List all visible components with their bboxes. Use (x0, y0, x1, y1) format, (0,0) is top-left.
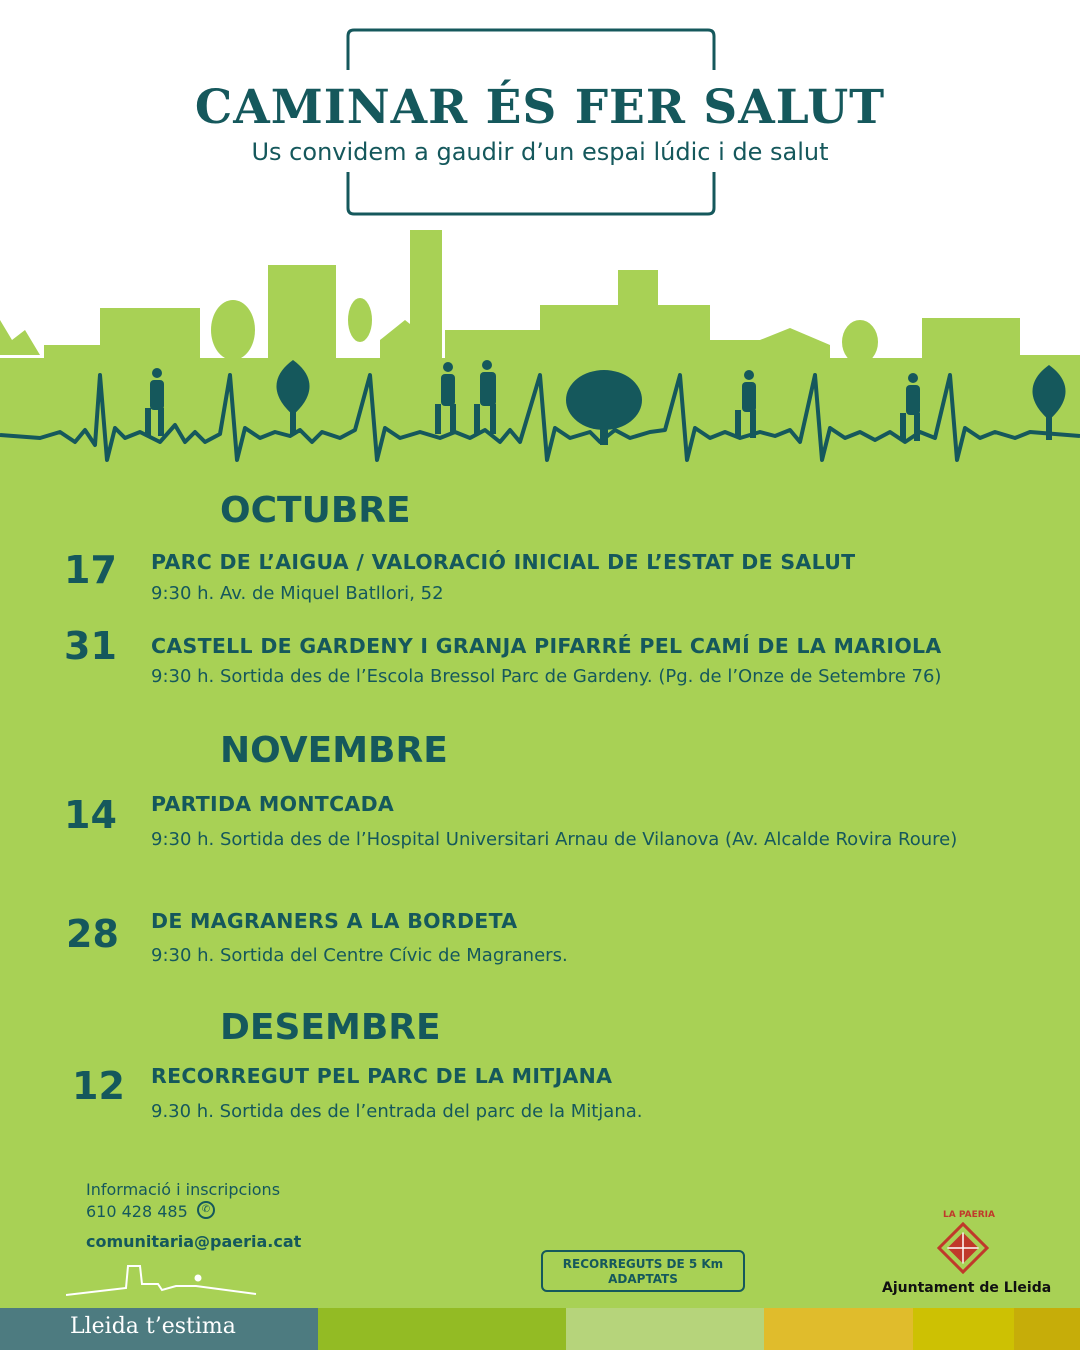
month-heading-novembre: NOVEMBRE (220, 730, 448, 771)
footer-segment-mustard (764, 1308, 913, 1350)
event-day: 31 (64, 624, 117, 668)
event-detail: 9.30 h. Sortida des de l’entrada del parc de la Mitjana. (151, 1101, 643, 1122)
footer-segment-light (566, 1308, 764, 1350)
event-title: CASTELL DE GARDENY I GRANJA PIFARRÉ PEL CAMÍ DE LA MARIOLA (151, 634, 942, 658)
footer-segment-olive (318, 1308, 566, 1350)
page-subtitle: Us convidem a gaudir d’un espai lúdic i de salut (251, 138, 829, 166)
event-title: DE MAGRANERS A LA BORDETA (151, 909, 518, 933)
event-detail: 9:30 h. Sortida del Centre Cívic de Magraners. (151, 945, 568, 966)
event-day: 28 (66, 912, 119, 956)
distance-badge (541, 1250, 745, 1292)
month-heading-octubre: OCTUBRE (220, 490, 411, 531)
month-heading-desembre: DESEMBRE (220, 1007, 441, 1048)
event-title: PARTIDA MONTCADA (151, 792, 395, 816)
lleida-testima-logo: Lleida t’estima (70, 1314, 236, 1339)
event-day: 17 (64, 548, 117, 592)
coat-of-arms-icon (937, 1222, 989, 1274)
event-detail: 9:30 h. Sortida des de l’Escola Bressol Parc de Gardeny. (Pg. de l’Onze de Setembre 76) (151, 666, 942, 687)
footer-segment-dark-mustard (1014, 1308, 1080, 1350)
event-day: 14 (64, 793, 117, 837)
event-detail: 9:30 h. Av. de Miquel Batllori, 52 (151, 583, 444, 604)
info-label: Informació i inscripcions (86, 1180, 281, 1199)
city-skyline-illustration (0, 220, 1080, 480)
email-link[interactable]: comunitaria@paeria.cat (86, 1232, 302, 1251)
ajuntament-label: Ajuntament de Lleida (882, 1280, 1052, 1296)
paeria-label: LA PAERIA (943, 1210, 995, 1220)
badge-line-1: RECORREGUTS DE 5 Km (562, 1257, 724, 1271)
lleida-skyline-logo (66, 1260, 261, 1300)
badge-line-2: ADAPTATS (608, 1272, 678, 1286)
event-title: PARC DE L’AIGUA / VALORACIÓ INICIAL DE L’ESTAT DE SALUT (151, 550, 856, 574)
event-title: RECORREGUT PEL PARC DE LA MITJANA (151, 1064, 613, 1088)
footer-segment-yellow (913, 1308, 1014, 1350)
phone-number[interactable]: 610 428 485 (86, 1202, 188, 1221)
event-detail: 9:30 h. Sortida des de l’Hospital Universitari Arnau de Vilanova (Av. Alcalde Rovira Roure) (151, 829, 958, 850)
whatsapp-icon: ✆ (197, 1201, 215, 1219)
page-title: CAMINAR ÉS FER SALUT (194, 80, 886, 135)
event-day: 12 (72, 1064, 125, 1108)
